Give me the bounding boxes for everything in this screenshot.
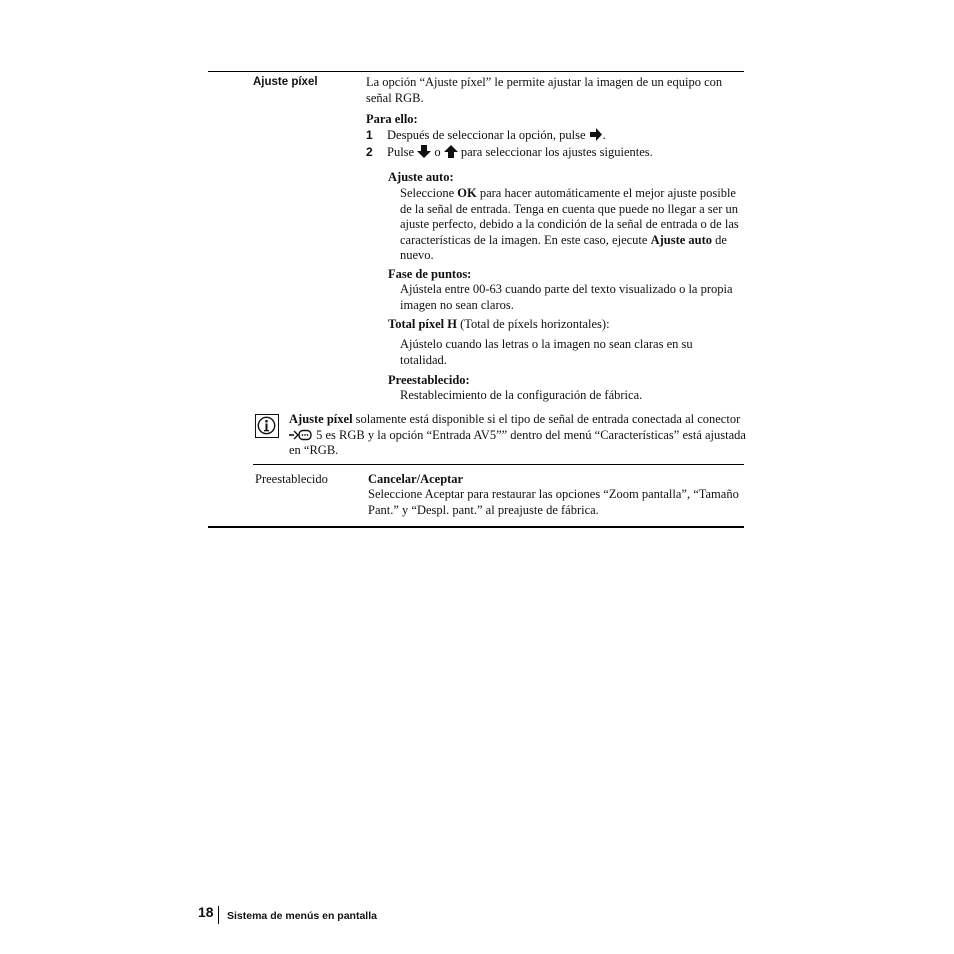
cancelar-aceptar-heading: Cancelar/Aceptar bbox=[368, 472, 464, 486]
footer-divider bbox=[218, 906, 219, 924]
ajuste-auto-text: Seleccione OK para hacer automáticamente el mejor ajuste posible de la señal de entrada. Tenga en cuenta que puede no llegar a ser un ajuste perfecto, debido a la condición de la señal de entrada o de las características de la imagen. En este caso, ejecute Ajuste auto de nuevo. bbox=[400, 186, 739, 262]
ajuste-auto-heading: Ajuste auto: bbox=[388, 170, 454, 184]
cancelar-aceptar-text: Seleccione Aceptar para restaurar las opciones “Zoom pantalla”, “Tamaño Pant.” y “Despl. pant.” al preajuste de fábrica. bbox=[368, 487, 739, 517]
info-note: Ajuste píxel solamente está disponible si el tipo de señal de entrada conectada al conector 5 es RGB y la opción “Entrada AV5”” dentro del menú “Características” está ajustada en “RGB. bbox=[289, 412, 746, 457]
mid-rule bbox=[253, 464, 744, 465]
info-icon bbox=[255, 414, 279, 438]
arrow-down-icon bbox=[417, 145, 431, 158]
step-number: 1 bbox=[366, 128, 373, 142]
fase-heading: Fase de puntos: bbox=[388, 267, 472, 281]
step-number: 2 bbox=[366, 145, 373, 159]
preestablecido-text: Restablecimiento de la configuración de fábrica. bbox=[400, 388, 643, 402]
total-pixel-text: Ajústelo cuando las letras o la imagen no sean claras en su totalidad. bbox=[400, 337, 693, 367]
arrow-up-icon bbox=[444, 145, 458, 158]
arrow-right-icon bbox=[589, 128, 603, 141]
step-1-text: Después de seleccionar la opción, pulse bbox=[387, 128, 586, 142]
input-connector-icon bbox=[289, 429, 313, 441]
section-label-preestablecido: Preestablecido bbox=[255, 472, 328, 486]
preestablecido-heading: Preestablecido: bbox=[388, 373, 470, 387]
step-2-text: Pulse bbox=[387, 145, 415, 159]
footer-title: Sistema de menús en pantalla bbox=[227, 910, 377, 922]
page-number: 18 bbox=[198, 904, 214, 920]
section-label-ajuste-pixel: Ajuste píxel bbox=[253, 76, 318, 88]
intro-text: La opción “Ajuste píxel” le permite ajustar la imagen de un equipo con señal RGB. bbox=[366, 75, 723, 105]
para-ello-heading: Para ello: bbox=[366, 112, 418, 126]
total-pixel-heading: Total píxel H (Total de píxels horizontales): bbox=[388, 317, 610, 331]
fase-text: Ajústela entre 00-63 cuando parte del texto visualizado o la propia imagen no sean claros. bbox=[400, 282, 733, 312]
bottom-rule bbox=[208, 526, 744, 528]
top-rule bbox=[208, 71, 744, 72]
